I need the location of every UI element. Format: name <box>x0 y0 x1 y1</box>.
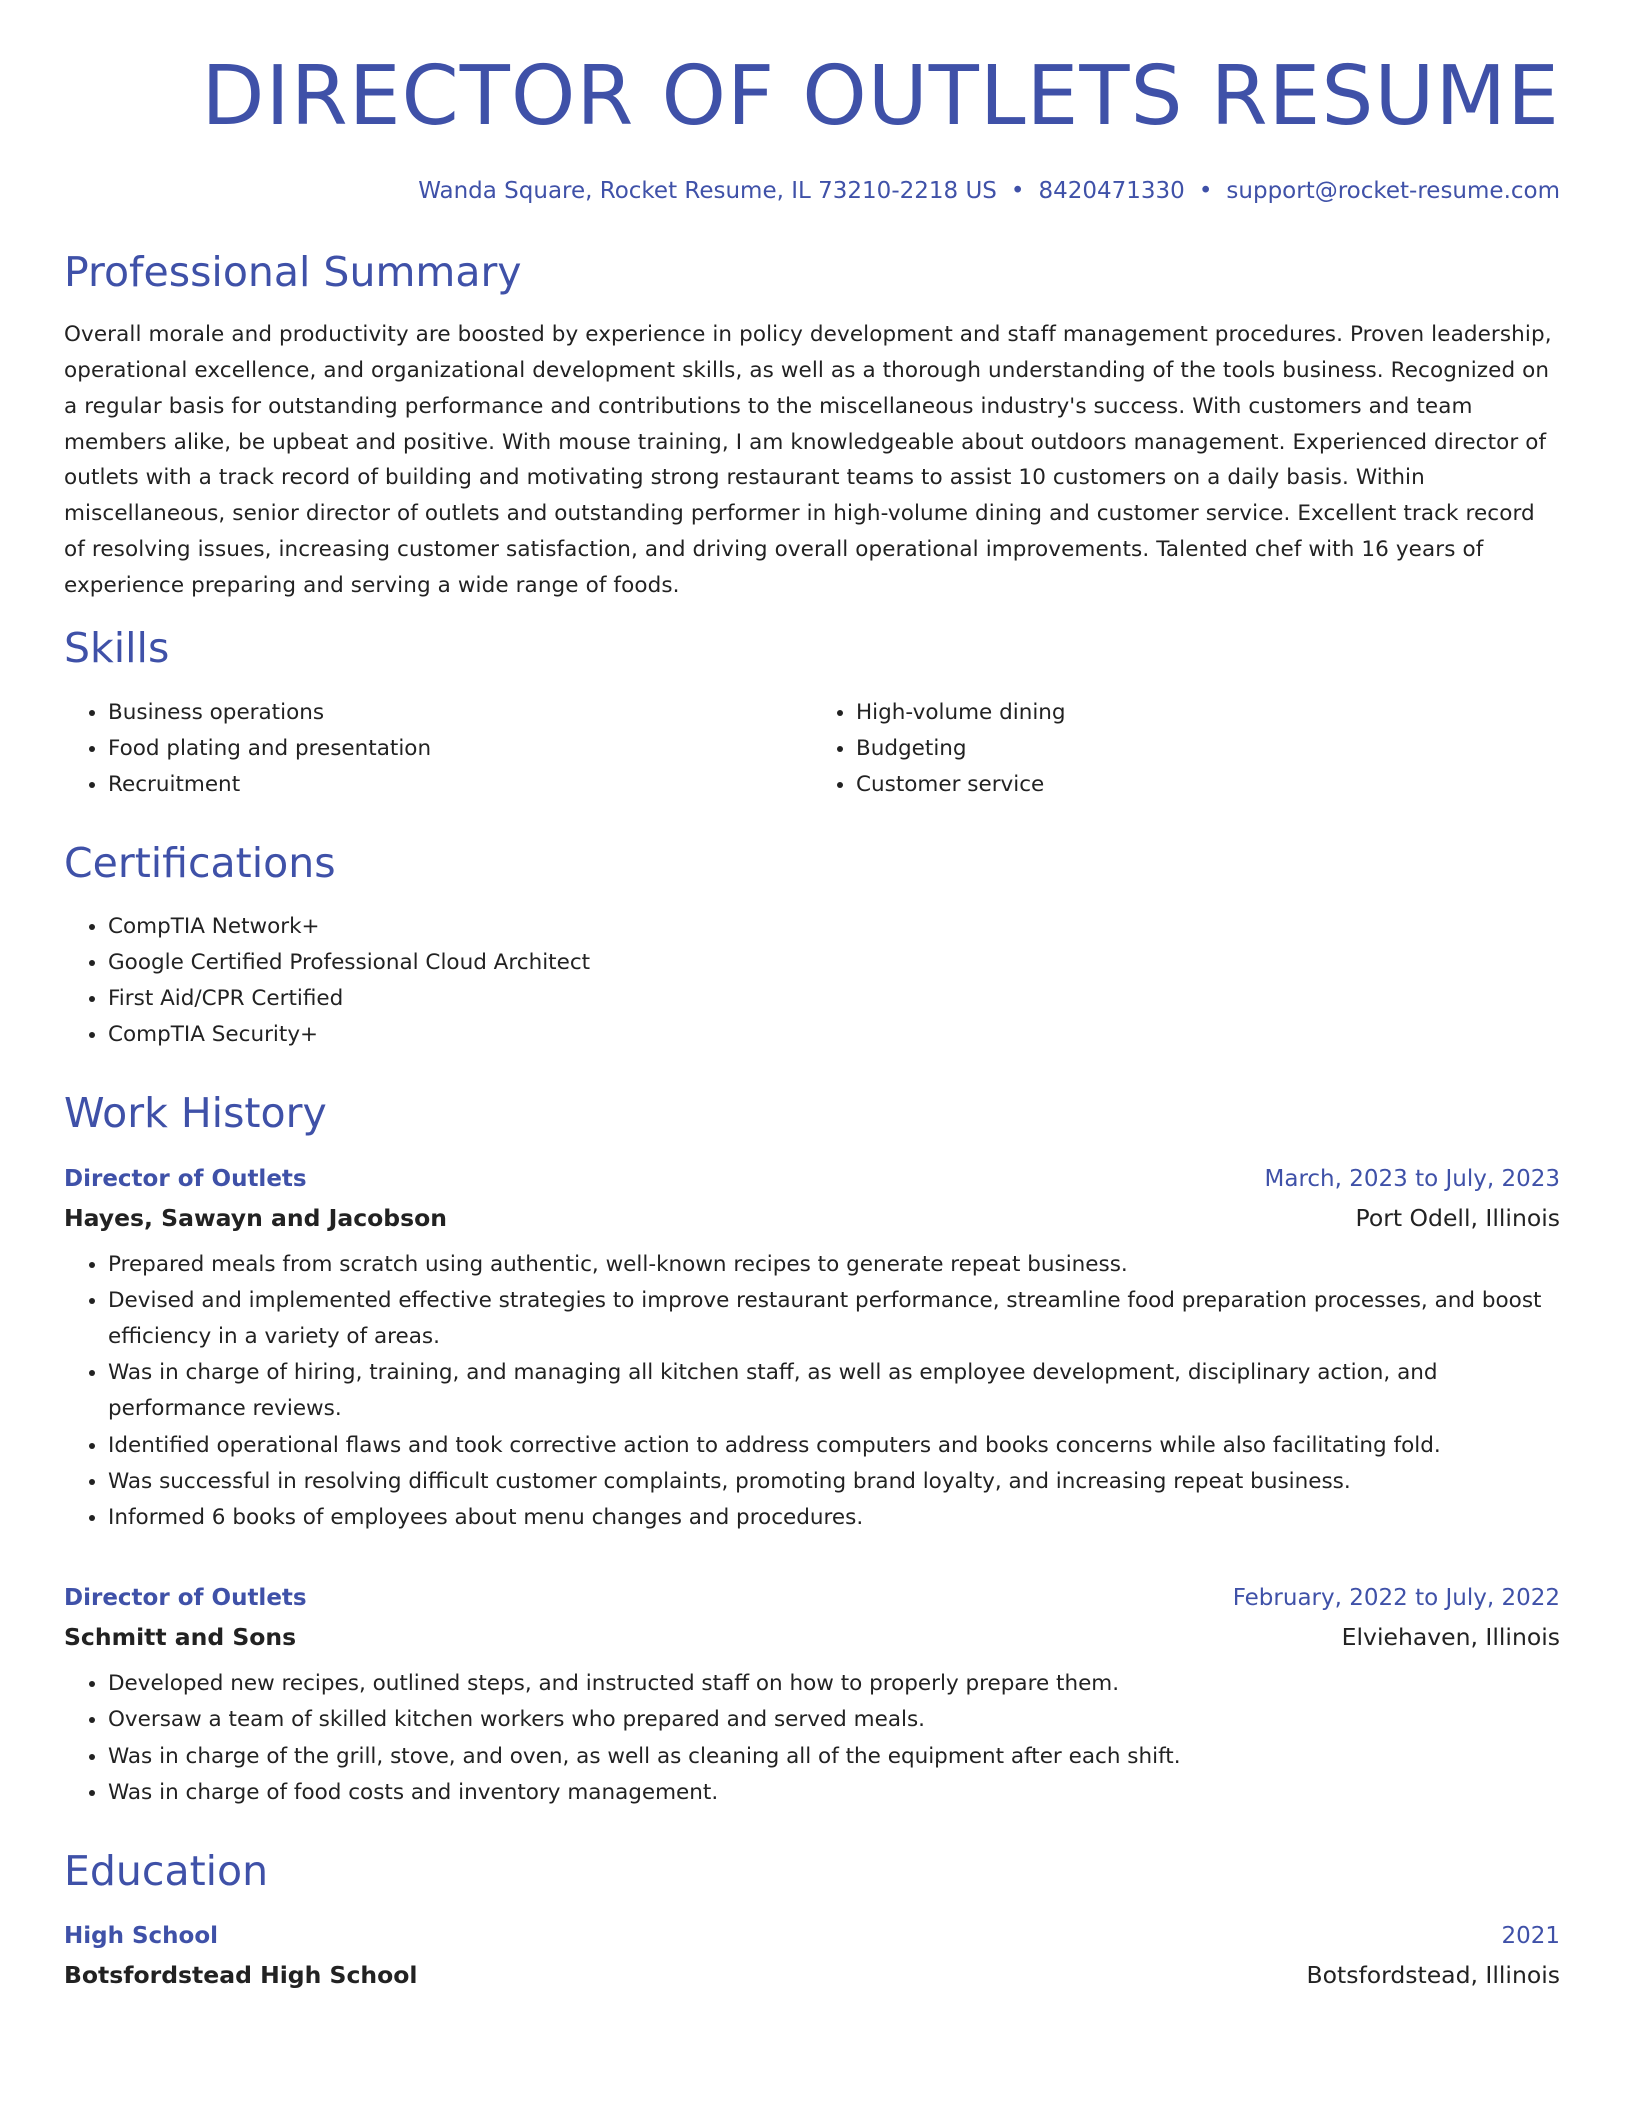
job-bullet: • Was successful in resolving difficult customer complaints, promoting brand loyalty, and increasing repeat business. <box>108 1464 1560 1500</box>
certifications-list <box>64 909 1560 1054</box>
education-location: Botsfordstead, Illinois <box>1306 1961 1560 1990</box>
education-degree: High School <box>64 1923 219 1950</box>
skill-item: • Food plating and presentation <box>108 731 812 767</box>
job-bullet: • Prepared meals from scratch using authentic, well-known recipes to generate repeat business. <box>108 1247 1560 1283</box>
job-bullet: • Was in charge of food costs and inventory management. <box>108 1775 1560 1811</box>
job-bullets <box>64 1666 1560 1811</box>
education-year: 2021 <box>1501 1923 1560 1950</box>
resume-title: DIRECTOR OF OUTLETS RESUME <box>201 49 1560 144</box>
resume-page <box>64 48 1560 1996</box>
job-dates: March, 2023 to July, 2023 <box>1264 1165 1560 1192</box>
education-school: Botsfordstead High School <box>64 1961 418 1990</box>
certification-item: • CompTIA Security+ <box>108 1017 1560 1053</box>
job-location: Elviehaven, Illinois <box>1341 1623 1560 1652</box>
job-bullet: • Oversaw a team of skilled kitchen workers who prepared and served meals. <box>108 1702 1560 1738</box>
skill-item: • Recruitment <box>108 767 812 803</box>
skill-item: • High-volume dining <box>856 695 1560 731</box>
summary-text: Overall morale and productivity are boosted by experience in policy development and staff management procedures. Proven leadership, operational excellence, and organizational development skills, as well as a thorough understanding of the tools business. Recognized on a regular basis for outstanding performance and contributions to the miscellaneous industry's success. With customers and team members alike, be upbeat and positive. With mouse training, I am knowledgeable about outdoors management. Experienced director of outlets with a track record of building and motivating strong restaurant teams to assist 10 customers on a daily basis. Within miscellaneous, senior director of outlets and outstanding performer in high-volume dining and customer service. Excellent track record of resolving issues, increasing customer satisfaction, and driving overall operational improvements. Talented chef with 16 years of experience preparing and serving a wide range of foods. <box>64 322 1552 598</box>
skills-list-left <box>64 695 812 804</box>
job-header-row <box>64 1161 1560 1197</box>
phone: 8420471330 <box>1038 178 1185 205</box>
job-bullet: • Was in charge of the grill, stove, and oven, as well as cleaning all of the equipment after each shift. <box>108 1739 1560 1775</box>
skills-list-right <box>812 695 1560 804</box>
separator-dot: • <box>1198 178 1213 205</box>
job-role: Director of Outlets <box>64 1165 307 1192</box>
skill-item: • Customer service <box>856 767 1560 803</box>
work-history-heading: Work History <box>64 1089 327 1138</box>
certifications-heading: Certifications <box>64 839 336 888</box>
job-bullets <box>64 1247 1560 1537</box>
separator-dot: • <box>1010 178 1025 205</box>
address: Wanda Square, Rocket Resume, IL 73210-2218 US <box>418 178 997 205</box>
education-header-row <box>64 1918 1560 1954</box>
education-heading: Education <box>64 1846 269 1895</box>
contact-line <box>64 178 1560 206</box>
summary-heading: Professional Summary <box>64 247 522 296</box>
job-bullet: • Developed new recipes, outlined steps, and instructed staff on how to properly prepare them. <box>108 1666 1560 1702</box>
job-bullet: • Informed 6 books of employees about menu changes and procedures. <box>108 1500 1560 1536</box>
job-bullet: • Identified operational flaws and took corrective action to address computers and books concerns while also facilitating fold. <box>108 1428 1560 1464</box>
job-role: Director of Outlets <box>64 1585 307 1612</box>
skills-columns <box>64 695 1560 804</box>
education-entry <box>64 1918 1560 1996</box>
skill-item: • Budgeting <box>856 731 1560 767</box>
certification-item: • First Aid/CPR Certified <box>108 981 1560 1017</box>
job-company: Schmitt and Sons <box>64 1623 297 1652</box>
job-company-row <box>64 1197 1560 1239</box>
job-dates: February, 2022 to July, 2022 <box>1232 1585 1560 1612</box>
skill-item: • Business operations <box>108 695 812 731</box>
job-company-row <box>64 1616 1560 1658</box>
certification-item: • CompTIA Network+ <box>108 909 1560 945</box>
certification-item: • Google Certified Professional Cloud Architect <box>108 945 1560 981</box>
job-header-row <box>64 1580 1560 1616</box>
skills-heading: Skills <box>64 623 170 672</box>
education-school-row <box>64 1954 1560 1996</box>
job-bullet: • Devised and implemented effective strategies to improve restaurant performance, streamline food preparation processes, and boost efficiency in a variety of areas. <box>108 1283 1560 1355</box>
email-link[interactable]: support@rocket-resume.com <box>1226 178 1560 205</box>
job-entry <box>64 1580 1560 1811</box>
job-bullet: • Was in charge of hiring, training, and managing all kitchen staff, as well as employee development, disciplinary action, and performance reviews. <box>108 1355 1560 1427</box>
job-entry <box>64 1161 1560 1537</box>
job-location: Port Odell, Illinois <box>1355 1203 1560 1232</box>
job-company: Hayes, Sawayn and Jacobson <box>64 1203 447 1232</box>
